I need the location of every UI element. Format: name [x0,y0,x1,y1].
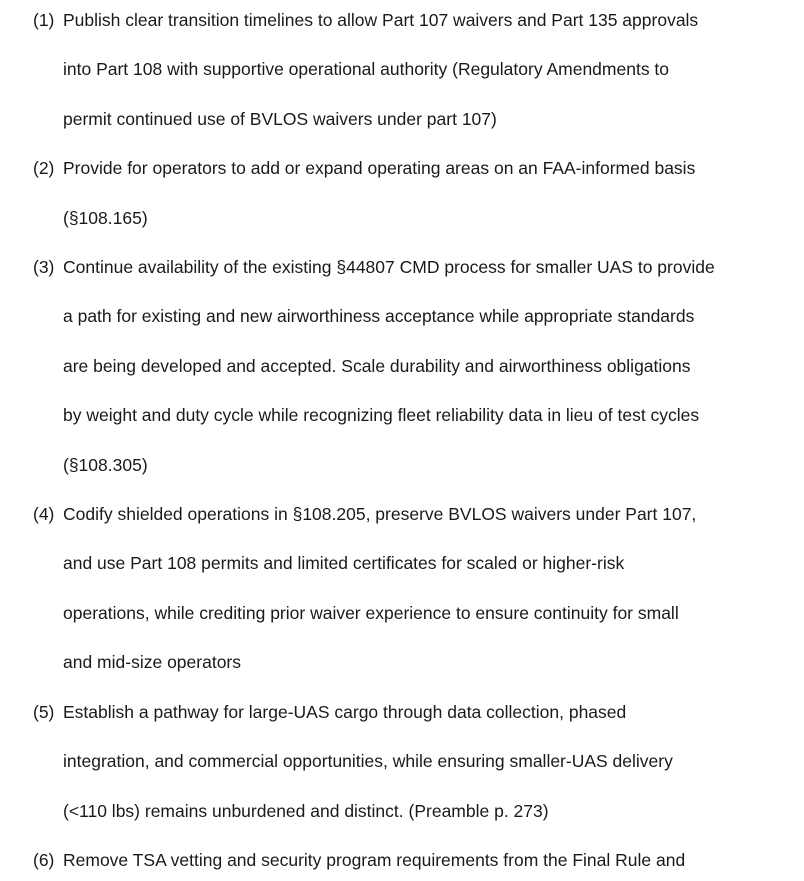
text-line: and use Part 108 permits and limited certificates for scaled or higher-risk [63,553,625,574]
text-line: Establish a pathway for large-UAS cargo through data collection, phased [63,701,627,722]
list-item [33,243,804,490]
text-line: Codify shielded operations in §108.205, preserve BVLOS waivers under Part 107, [63,504,697,525]
text-line: Continue availability of the existing §44807 CMD process for smaller UAS to provide [63,257,715,278]
text-line: (<110 lbs) remains unburdened and distinct. (Preamble p. 273) [63,800,549,821]
list-item [33,836,804,881]
text-line: Publish clear transition timelines to allow Part 107 waivers and Part 135 approvals [63,10,699,30]
text-line: permit continued use of BVLOS waivers under part 107) [63,108,497,129]
text-line: and mid-size operators [63,652,241,673]
item-marker: (3) [33,257,55,278]
item-marker: (6) [33,849,55,870]
text-line: operations, while crediting prior waiver experience to ensure continuity for small [63,602,679,623]
item-marker: (2) [33,158,55,179]
list-item [33,688,804,836]
item-marker: (4) [33,504,55,525]
text-line: Remove TSA vetting and security program requirements from the Final Rule and [63,849,686,870]
list-item [33,144,804,243]
item-marker: (5) [33,701,55,722]
list-item [33,490,804,688]
text-line: (§108.305) [63,454,148,475]
item-marker: (1) [33,10,55,30]
list-item [33,0,804,144]
text-line: into Part 108 with supportive operational authority (Regulatory Amendments to [63,59,670,80]
text-line: by weight and duty cycle while recognizing fleet reliability data in lieu of test cycles [63,405,700,426]
text-line: integration, and commercial opportunities, while ensuring smaller-UAS delivery [63,751,673,772]
text-line: a path for existing and new airworthiness acceptance while appropriate standards [63,306,695,327]
text-line: Provide for operators to add or expand operating areas on an FAA-informed basis [63,158,696,179]
text-line: are being developed and accepted. Scale durability and airworthiness obligations [63,355,691,376]
text-line: (§108.165) [63,207,148,228]
